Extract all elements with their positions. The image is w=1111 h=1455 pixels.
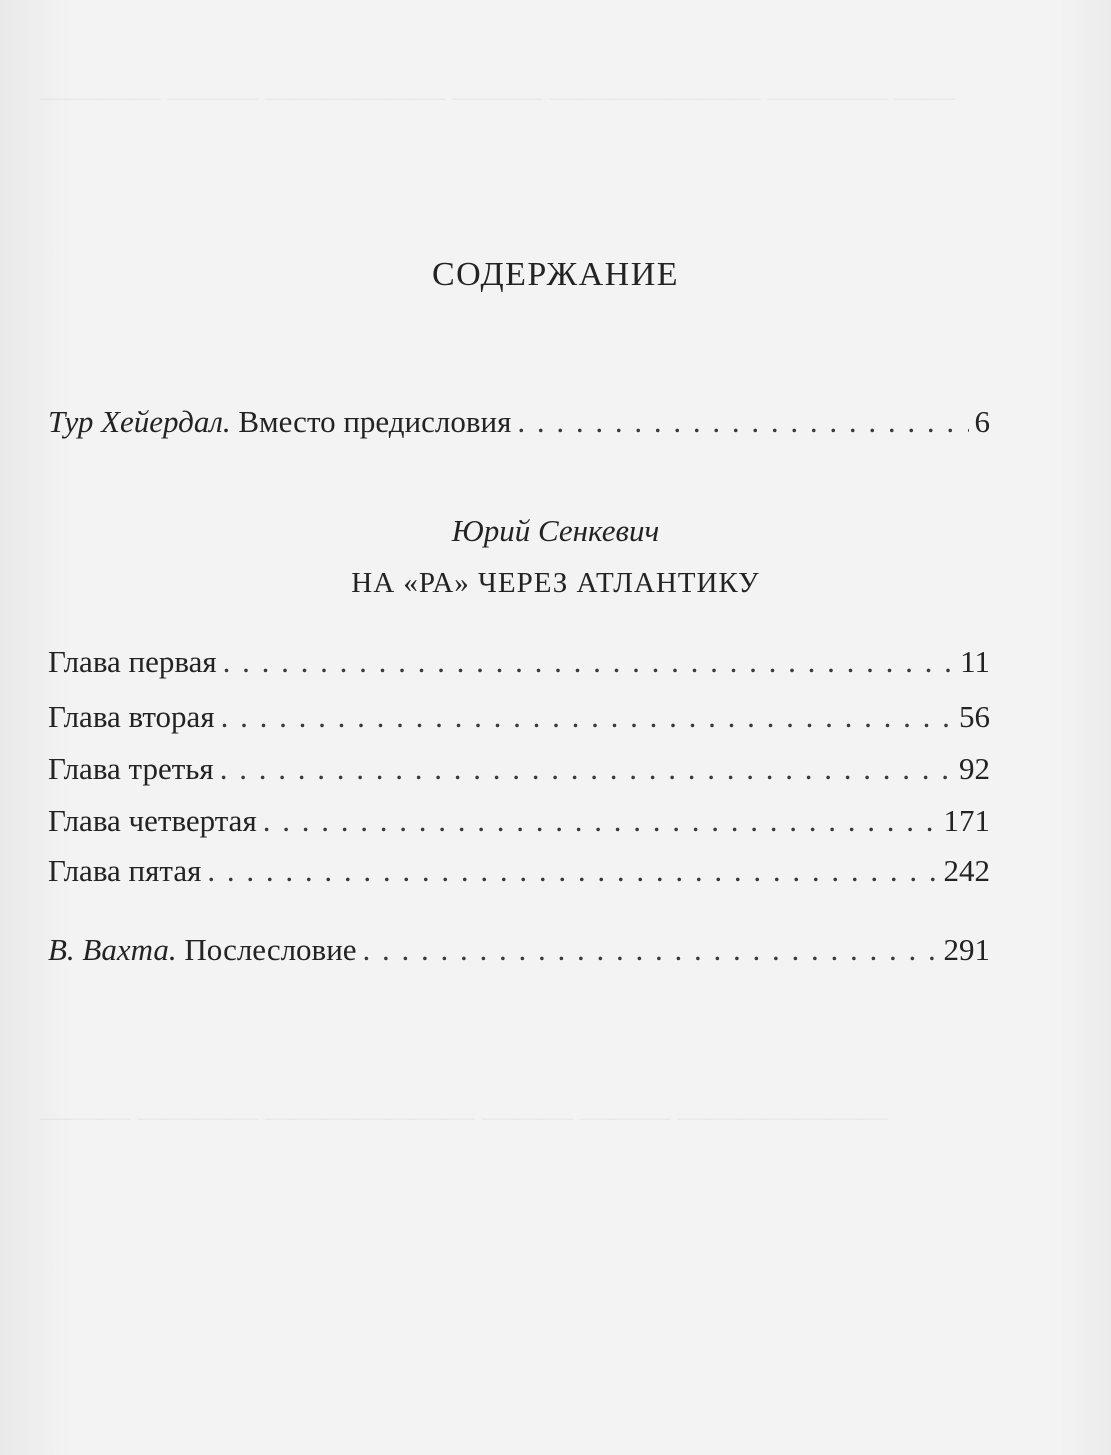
toc-entry-text: Вместо предисловия (230, 404, 512, 439)
contents-title: СОДЕРЖАНИЕ (431, 256, 680, 293)
toc-entry-chapter-1[interactable] (48, 642, 990, 682)
toc-entry-label: Глава первая (48, 644, 217, 679)
dot-leader (207, 851, 937, 891)
toc-entry-label (48, 930, 357, 970)
dot-leader (263, 801, 938, 841)
toc-entry-text: Послесловие (176, 932, 357, 967)
toc-entry-label: Глава вторая (48, 699, 215, 734)
toc-entry-chapter-4[interactable] (48, 801, 990, 841)
toc-entry-foreword[interactable] (48, 402, 990, 442)
toc-entry-chapter-5[interactable] (48, 851, 990, 891)
toc-entry-page: 92 (959, 751, 990, 786)
toc-entry-page: 56 (959, 699, 990, 734)
toc-entry-page: 171 (943, 803, 990, 838)
toc-entry-page: 291 (943, 932, 990, 967)
dot-leader (517, 402, 968, 442)
show-through-text: ———— ——— —————— ——— ——————— ———— —— (40, 80, 955, 113)
toc-entry-chapter-3[interactable] (48, 749, 990, 789)
toc-entry-label: Глава третья (48, 751, 214, 786)
toc-entry-author: Тур Хейердал. (48, 404, 231, 439)
toc-entry-label: Глава четвертая (48, 803, 257, 838)
section-title: НА «РА» ЧЕРЕЗ АТЛАНТИКУ (351, 567, 760, 599)
toc-entry-label (48, 402, 511, 442)
toc-entry-afterword[interactable] (48, 930, 990, 970)
section-author: Юрий Сенкевич (451, 513, 660, 548)
dot-leader (223, 642, 954, 682)
toc-entry-chapter-2[interactable] (48, 697, 990, 737)
dot-leader (363, 930, 938, 970)
dot-leader (221, 697, 953, 737)
toc-entry-page: 11 (960, 644, 990, 679)
show-through-text: ——— ———— ——————— ——— ——— ——————— (40, 1100, 888, 1133)
dot-leader (220, 749, 953, 789)
toc-entry-page: 242 (943, 853, 990, 888)
toc-entry-label: Глава пятая (48, 853, 202, 888)
toc-entry-author: В. Вахта. (48, 932, 177, 967)
toc-entry-page: 6 (974, 404, 990, 439)
